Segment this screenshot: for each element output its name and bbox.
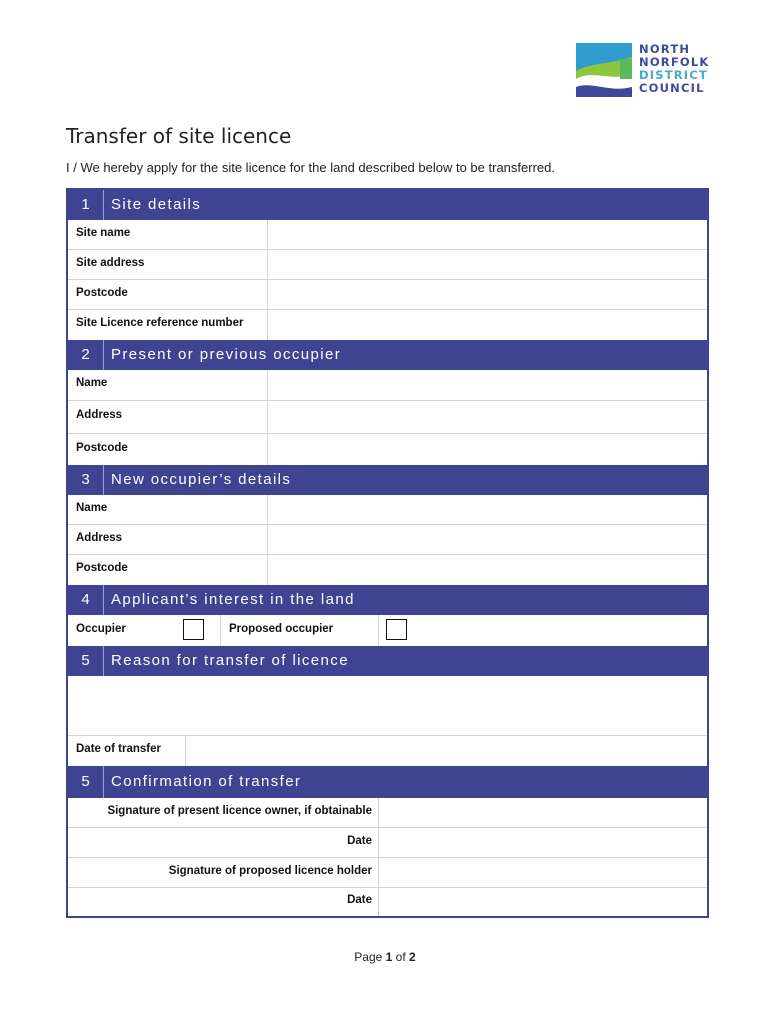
form-row-site-postcode (68, 280, 707, 310)
field-label: Postcode (76, 442, 128, 454)
section-title: Reason for transfer of licence (111, 652, 349, 669)
form-row-interest-options (68, 615, 707, 646)
logo-line-district: DISTRICT (639, 68, 708, 82)
previous-occupier-postcode-field[interactable] (267, 434, 707, 465)
form-row-site-address (68, 250, 707, 280)
section-number: 3 (68, 465, 104, 495)
field-label: Date (347, 894, 372, 906)
proposed-occupier-checkbox[interactable] (386, 619, 407, 640)
field-label: Name (76, 502, 108, 514)
section-header-site-details (68, 190, 707, 220)
form-row-proposed-holder-date (68, 888, 707, 916)
new-occupier-postcode-field[interactable] (267, 555, 707, 585)
field-label: Postcode (76, 287, 128, 299)
new-occupier-address-field[interactable] (267, 525, 707, 554)
previous-occupier-address-field[interactable] (267, 401, 707, 433)
site-name-field[interactable] (267, 220, 707, 249)
section-number: 4 (68, 585, 104, 615)
footer-prefix: Page (354, 950, 386, 964)
present-owner-signature-field[interactable] (378, 798, 707, 827)
occupier-checkbox[interactable] (183, 619, 204, 640)
form-row-licence-ref (68, 310, 707, 340)
section-header-confirmation (68, 766, 707, 798)
section-header-previous-occupier (68, 340, 707, 370)
option-label-occupier: Occupier (76, 623, 126, 635)
field-label: Name (76, 377, 108, 389)
section-number: 5 (68, 646, 104, 676)
reason-textarea[interactable] (68, 676, 707, 736)
site-postcode-field[interactable] (267, 280, 707, 309)
form-row-new-address (68, 525, 707, 555)
council-logo-icon (576, 43, 632, 97)
section-number: 1 (68, 190, 104, 220)
section-title: Site details (111, 196, 202, 213)
site-address-field[interactable] (267, 250, 707, 279)
form-row-transfer-date (68, 736, 707, 766)
logo-line-north: NORTH (639, 42, 691, 56)
field-label: Signature of proposed licence holder (168, 865, 372, 877)
section-title: New occupier’s details (111, 471, 292, 488)
licence-reference-field[interactable] (267, 310, 707, 340)
section-header-reason (68, 646, 707, 676)
previous-occupier-name-field[interactable] (267, 370, 707, 400)
section-title: Confirmation of transfer (111, 773, 302, 790)
logo-line-norfolk: NORFOLK (639, 55, 710, 69)
section-number: 2 (68, 340, 104, 370)
field-label: Site Licence reference number (76, 317, 244, 329)
option-label-proposed-occupier: Proposed occupier (229, 623, 334, 635)
proposed-holder-signature-field[interactable] (378, 858, 707, 887)
form-row-previous-address (68, 401, 707, 434)
divider (378, 615, 379, 646)
proposed-holder-date-field[interactable] (378, 888, 707, 916)
form-row-new-postcode (68, 555, 707, 585)
section-header-new-occupier (68, 465, 707, 495)
form-row-present-owner-date (68, 828, 707, 858)
field-label: Date of transfer (76, 743, 161, 755)
footer-current-page: 1 (385, 950, 393, 964)
field-label: Site address (76, 257, 145, 269)
section-title: Present or previous occupier (111, 346, 342, 363)
application-form (66, 188, 709, 918)
logo-line-council: COUNCIL (639, 81, 705, 95)
form-row-present-owner-signature (68, 798, 707, 828)
section-number: 5 (68, 766, 104, 798)
present-owner-date-field[interactable] (378, 828, 707, 857)
page-footer (0, 950, 770, 964)
form-row-previous-name (68, 370, 707, 401)
divider (220, 615, 221, 646)
intro-text: I / We hereby apply for the site licence for the land described below to be transferred. (66, 160, 555, 175)
field-label: Signature of present licence owner, if obtainable (107, 805, 372, 817)
form-row-proposed-holder-signature (68, 858, 707, 888)
field-label: Address (76, 532, 123, 544)
footer-total-pages: 2 (409, 950, 416, 964)
form-row-site-name (68, 220, 707, 250)
field-label: Postcode (76, 562, 128, 574)
field-label: Date (347, 835, 372, 847)
new-occupier-name-field[interactable] (267, 495, 707, 524)
section-header-applicant-interest (68, 585, 707, 615)
form-row-previous-postcode (68, 434, 707, 465)
footer-sep: of (392, 950, 410, 964)
council-logo (576, 43, 726, 97)
field-label: Site name (76, 227, 131, 239)
section-title: Applicant’s interest in the land (111, 591, 355, 608)
page-title: Transfer of site licence (66, 124, 292, 148)
field-label: Address (76, 409, 123, 421)
form-row-new-name (68, 495, 707, 525)
transfer-date-field[interactable] (185, 736, 707, 766)
